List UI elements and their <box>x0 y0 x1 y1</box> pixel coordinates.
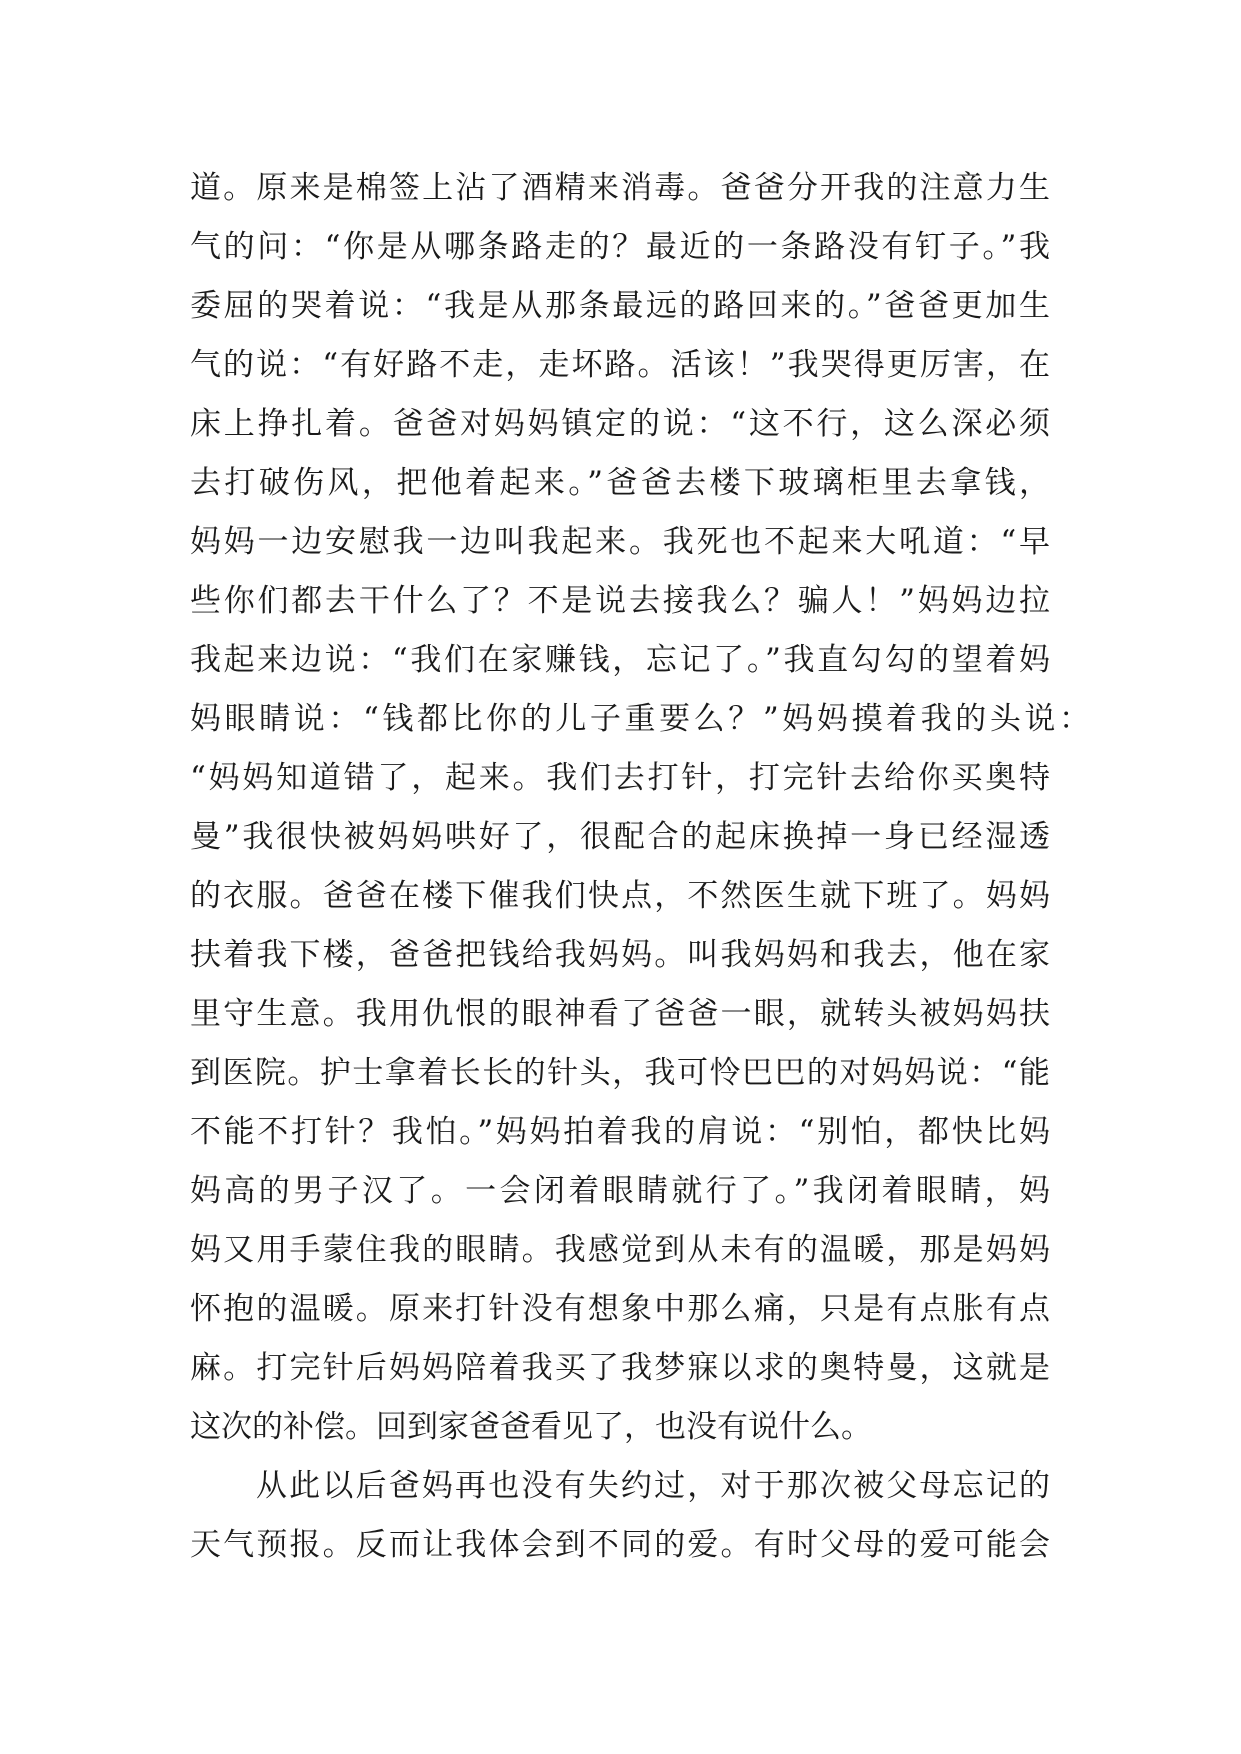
text-line: 气的问：“你是从哪条路走的？最近的一条路没有钉子。”我 <box>190 229 1050 265</box>
text-line: 天气预报。反而让我体会到不同的爱。有时父母的爱可能会 <box>190 1527 1050 1563</box>
text-line: 些你们都去干什么了？不是说去接我么？骗人！”妈妈边拉 <box>190 583 1050 619</box>
text-line: 曼”我很快被妈妈哄好了，很配合的起床换掉一身已经湿透 <box>190 819 1050 855</box>
text-line: 里守生意。我用仇恨的眼神看了爸爸一眼，就转头被妈妈扶 <box>190 996 1050 1032</box>
text-line: 麻。打完针后妈妈陪着我买了我梦寐以求的奥特曼，这就是 <box>190 1350 1050 1386</box>
text-line: 委屈的哭着说：“我是从那条最远的路回来的。”爸爸更加生 <box>190 288 1050 324</box>
text-line: 这次的补偿。回到家爸爸看见了，也没有说什么。 <box>190 1409 872 1445</box>
text-line: 不能不打针？我怕。”妈妈拍着我的肩说：“别怕，都快比妈 <box>190 1114 1050 1150</box>
text-line: 妈眼睛说：“钱都比你的儿子重要么？”妈妈摸着我的头说： <box>190 701 1090 737</box>
text-line: 道。原来是棉签上沾了酒精来消毒。爸爸分开我的注意力生 <box>190 170 1050 206</box>
text-line: “妈妈知道错了，起来。我们去打针，打完针去给你买奥特 <box>190 760 1050 796</box>
text-line: 我起来边说：“我们在家赚钱，忘记了。”我直勾勾的望着妈 <box>190 642 1050 678</box>
text-line: 妈又用手蒙住我的眼睛。我感觉到从未有的温暖，那是妈妈 <box>190 1232 1050 1268</box>
text-line: 从此以后爸妈再也没有失约过，对于那次被父母忘记的 <box>256 1468 1050 1504</box>
text-line: 床上挣扎着。爸爸对妈妈镇定的说：“这不行，这么深必须 <box>190 406 1050 442</box>
text-line: 气的说：“有好路不走，走坏路。活该！”我哭得更厉害，在 <box>190 347 1050 383</box>
document-body <box>190 159 1090 1575</box>
paragraph-2 <box>190 1457 1090 1575</box>
text-line: 扶着我下楼，爸爸把钱给我妈妈。叫我妈妈和我去，他在家 <box>190 937 1050 973</box>
paragraph-1 <box>190 159 1090 1457</box>
text-line: 怀抱的温暖。原来打针没有想象中那么痛，只是有点胀有点 <box>190 1291 1050 1327</box>
text-line: 妈妈一边安慰我一边叫我起来。我死也不起来大吼道：“早 <box>190 524 1050 560</box>
text-line: 妈高的男子汉了。一会闭着眼睛就行了。”我闭着眼睛，妈 <box>190 1173 1050 1209</box>
text-line: 到医院。护士拿着长长的针头，我可怜巴巴的对妈妈说：“能 <box>190 1055 1050 1091</box>
text-line: 的衣服。爸爸在楼下催我们快点，不然医生就下班了。妈妈 <box>190 878 1050 914</box>
text-line: 去打破伤风，把他着起来。”爸爸去楼下玻璃柜里去拿钱， <box>190 465 1050 501</box>
